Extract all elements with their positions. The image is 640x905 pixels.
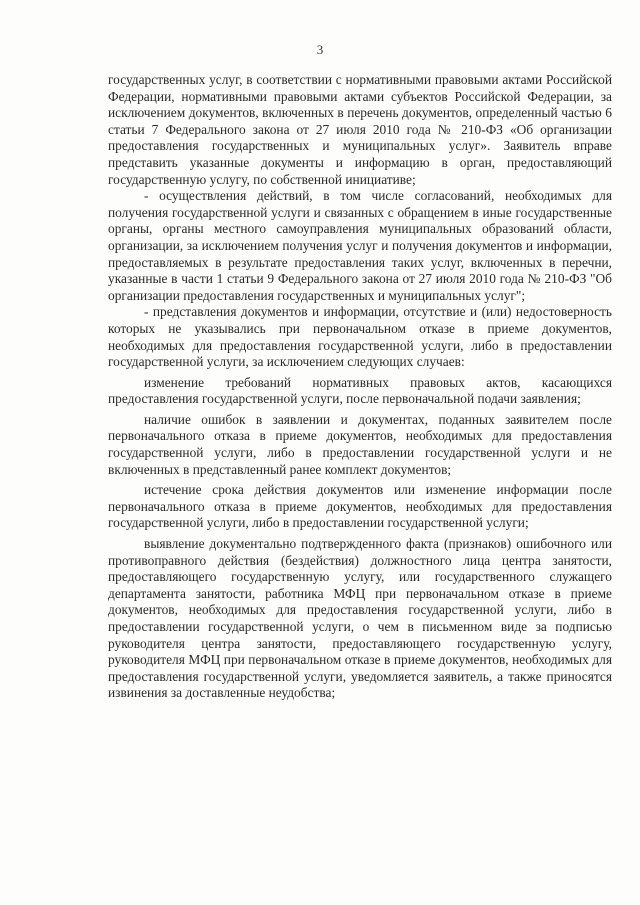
paragraph-case-requirements-change: изменение требований нормативных правовых актов, касающихся предоставления государственной услуги, после первоначальной подачи заявления; — [108, 374, 612, 407]
page-number: 3 — [316, 42, 324, 57]
paragraph-case-expiry: истечение срока действия документов или изменение информации после первоначального отказа в приеме документов, необходимых для предоставления государственной услуги, либо в предоставлении государственной услуги; — [108, 482, 612, 531]
paragraph-actions-clause: - осуществления действий, в том числе согласований, необходимых для получения государственной услуги и связанных с обращением в иные государственные органы, органы местного самоуправления муниципальных образований области, организации, за исключением получения услуг и получения документов и информации, предоставляемых в результате предоставления таких услуг, включенных в перечни, указанные в части 1 статьи 9 Федерального закона от 27 июля 2010 года № 210-ФЗ "Об организации предоставления государственных и муниципальных услуг"; — [108, 188, 612, 303]
paragraph-documents-clause: - представления документов и информации, отсутствие и (или) недостоверность которых не указывались при первоначальном отказе в приеме документов, необходимых для предоставления государственной услуги, либо в предоставлении государственной услуги, за исключением следующих случаев: — [108, 304, 612, 370]
paragraph-continuation: государственных услуг, в соответствии с нормативными правовыми актами Российской Федерации, нормативными правовыми актами субъектов Российской Федерации, за исключением документов, включенных в перечень документов, определенный частью 6 статьи 7 Федерального закона от 27 июля 2010 года № 210-ФЗ «Об организации предоставления государственных и муниципальных услуг». Заявитель вправе представить указанные документы и информацию в орган, предоставляющий государственную услугу, по собственной инициативе; — [108, 72, 612, 187]
document-body — [108, 72, 612, 702]
paragraph-case-errors: наличие ошибок в заявлении и документах, поданных заявителем после первоначального отказа в приеме документов, необходимых для предоставления государственной услуги, либо в предоставлении государственной услуги и не включенных в представленный ранее комплект документов; — [108, 411, 612, 477]
paragraph-case-wrongful-action: выявление документально подтвержденного факта (признаков) ошибочного или противоправного действия (бездействия) должностного лица центра занятости, предоставляющего государственную услугу, или государственного служащего департамента занятости, работника МФЦ при первоначальном отказе в приеме документов, необходимых для предоставления государственной услуги, либо в предоставлении государственной услуги, о чем в письменном виде за подписью руководителя центра занятости, предоставляющего государственную услугу, руководителя МФЦ при первоначальном отказе в приеме документов, необходимых для предоставления государственной услуги, уведомляется заявитель, а также приносятся извинения за доставленные неудобства; — [108, 536, 612, 701]
